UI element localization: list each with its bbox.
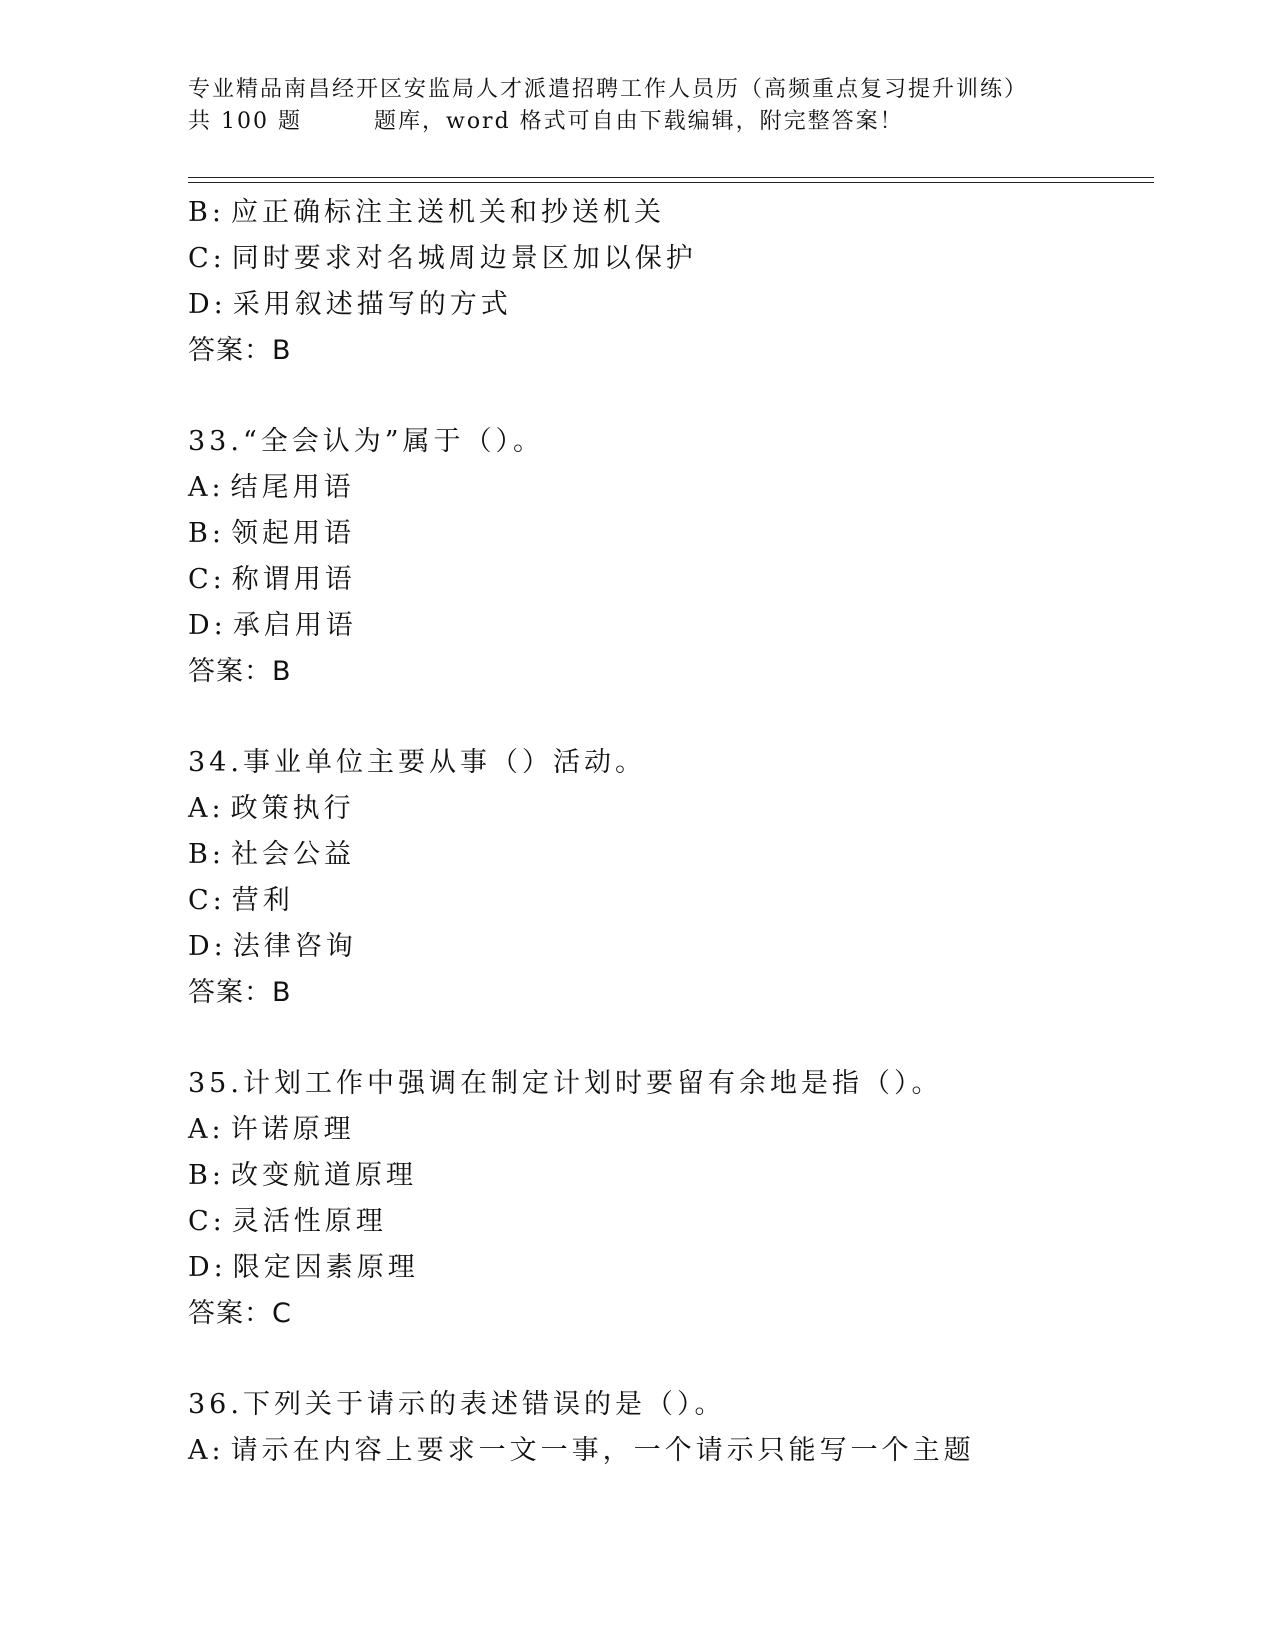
option-a bbox=[188, 465, 1168, 511]
answer-line: 答案：C bbox=[188, 1298, 292, 1329]
option-letter: B: bbox=[188, 839, 225, 870]
option-letter: C: bbox=[188, 564, 226, 595]
option-b bbox=[188, 1153, 1168, 1199]
header-divider-bottom bbox=[188, 182, 1154, 183]
option-letter: A: bbox=[188, 793, 225, 824]
option-letter: D: bbox=[188, 931, 227, 962]
option-text: 灵活性原理 bbox=[231, 1206, 387, 1237]
question-stem: 33.“全会认为”属于（）。 bbox=[188, 426, 545, 457]
header-description: 题库，word 格式可自由下载编辑，附完整答案！ bbox=[373, 109, 904, 134]
option-letter: C: bbox=[188, 243, 226, 274]
option-text: 承启用语 bbox=[232, 610, 357, 641]
question-list bbox=[188, 190, 1168, 1474]
question-count: 共 100 题 bbox=[188, 109, 302, 134]
option-d bbox=[188, 1245, 1168, 1291]
option-letter: D: bbox=[188, 289, 227, 320]
question-stem: 36.下列关于请示的表述错误的是（）。 bbox=[188, 1389, 726, 1420]
option-text: 采用叙述描写的方式 bbox=[232, 289, 512, 320]
option-b bbox=[188, 190, 1168, 236]
option-letter: C: bbox=[188, 885, 226, 916]
option-text: 政策执行 bbox=[230, 793, 355, 824]
answer-line: 答案：B bbox=[188, 335, 292, 366]
option-letter: A: bbox=[188, 1114, 225, 1145]
document-header bbox=[188, 74, 1148, 138]
option-text: 限定因素原理 bbox=[232, 1252, 419, 1283]
question-stem: 35.计划工作中强调在制定计划时要留有余地是指（）。 bbox=[188, 1068, 943, 1099]
answer-line: 答案：B bbox=[188, 977, 292, 1008]
option-letter: C: bbox=[188, 1206, 226, 1237]
option-a bbox=[188, 1107, 1168, 1153]
option-text: 同时要求对名城周边景区加以保护 bbox=[231, 243, 697, 274]
option-c bbox=[188, 1199, 1168, 1245]
option-text: 许诺原理 bbox=[230, 1114, 355, 1145]
header-title: 专业精品南昌经开区安监局人才派遣招聘工作人员历（高频重点复习提升训练） bbox=[188, 77, 1029, 102]
option-letter: A: bbox=[188, 472, 225, 503]
option-d bbox=[188, 603, 1168, 649]
option-text: 法律咨询 bbox=[232, 931, 357, 962]
option-text: 称谓用语 bbox=[231, 564, 356, 595]
option-c bbox=[188, 236, 1168, 282]
option-text: 改变航道原理 bbox=[230, 1160, 417, 1191]
option-c bbox=[188, 557, 1168, 603]
header-divider-top bbox=[188, 177, 1154, 178]
option-text: 领起用语 bbox=[230, 518, 355, 549]
option-text: 社会公益 bbox=[230, 839, 355, 870]
option-letter: D: bbox=[188, 610, 227, 641]
option-a bbox=[188, 786, 1168, 832]
header-subtitle bbox=[188, 106, 1148, 138]
option-d bbox=[188, 924, 1168, 970]
option-letter: D: bbox=[188, 1252, 227, 1283]
option-c bbox=[188, 878, 1168, 924]
option-letter: A: bbox=[188, 1435, 225, 1466]
option-letter: B: bbox=[188, 197, 225, 228]
option-text: 应正确标注主送机关和抄送机关 bbox=[230, 197, 665, 228]
answer-line: 答案：B bbox=[188, 656, 292, 687]
option-b bbox=[188, 511, 1168, 557]
option-letter: B: bbox=[188, 1160, 225, 1191]
option-a bbox=[188, 1428, 1168, 1474]
question-stem: 34.事业单位主要从事（）活动。 bbox=[188, 747, 646, 778]
option-b bbox=[188, 832, 1168, 878]
option-letter: B: bbox=[188, 518, 225, 549]
option-d bbox=[188, 282, 1168, 328]
option-text: 营利 bbox=[231, 885, 294, 916]
option-text: 请示在内容上要求一文一事，一个请示只能写一个主题 bbox=[230, 1435, 975, 1466]
option-text: 结尾用语 bbox=[230, 472, 355, 503]
